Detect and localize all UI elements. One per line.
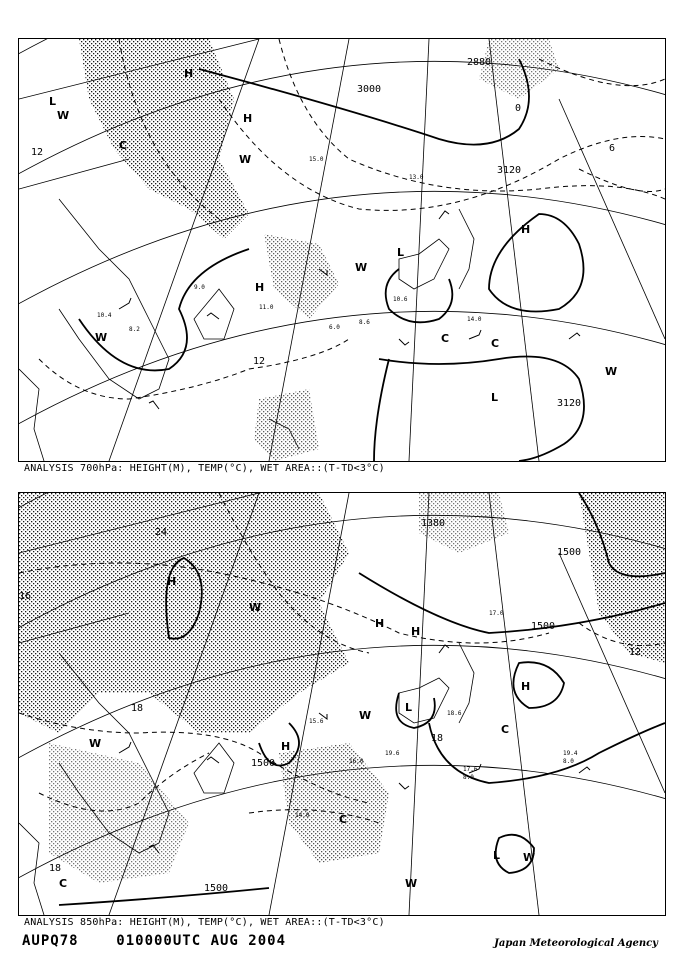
station-value: 9.0 — [194, 284, 205, 291]
contour-label: 1500 — [251, 758, 276, 769]
station-value: 10.6 — [393, 296, 408, 303]
station-value: 8.2 — [129, 326, 140, 333]
chart-850hpa — [19, 493, 665, 915]
contour-label: 1500 — [531, 621, 556, 632]
station-value: 14.0 — [295, 812, 310, 819]
station-value: 17.6 — [463, 766, 478, 773]
warm-center-marker: W — [249, 601, 262, 614]
wind-barbs-700 — [119, 211, 580, 409]
high-center-marker: H — [167, 575, 177, 588]
contour-label: 1500 — [204, 883, 229, 894]
isotherm-label: 12 — [253, 356, 266, 367]
station-value: 18.6 — [447, 710, 462, 717]
low-center-marker: L — [491, 391, 499, 404]
contour-label: 3000 — [357, 84, 382, 95]
station-value: 15.6 — [309, 718, 324, 725]
contour-label: 3120 — [557, 398, 582, 409]
warm-center-marker: W — [523, 851, 536, 864]
map-panel-850hpa — [18, 492, 666, 916]
warm-center-marker: W — [605, 365, 618, 378]
high-center-marker: H — [375, 617, 385, 630]
isotherm-label: 12 — [31, 147, 44, 158]
cold-center-marker: C — [119, 139, 128, 152]
cold-center-marker: C — [501, 723, 510, 736]
low-center-marker: L — [397, 246, 405, 259]
station-value: 14.0 — [467, 316, 482, 323]
low-center-marker: L — [49, 95, 57, 108]
station-value: 13.0 — [409, 174, 424, 181]
cold-center-marker: C — [339, 813, 348, 826]
high-center-marker: H — [281, 740, 291, 753]
station-value: 19.4 — [563, 750, 578, 757]
station-value: 6.0 — [329, 324, 340, 331]
panel-caption-700: ANALYSIS 700hPa: HEIGHT(M), TEMP(°C), WET AREA::(T-TD<3°C) — [24, 463, 385, 474]
isotherm-label: 12 — [629, 647, 642, 658]
panel-caption-850: ANALYSIS 850hPa: HEIGHT(M), TEMP(°C), WET AREA::(T-TD<3°C) — [24, 917, 385, 928]
agency-credit: Japan Meteorological Agency — [494, 938, 658, 949]
contour-label: 2880 — [467, 57, 492, 68]
warm-center-marker: W — [57, 109, 70, 122]
isotherm-label: 16 — [19, 591, 32, 602]
station-value: 15.0 — [309, 156, 324, 163]
warm-center-marker: W — [89, 737, 102, 750]
cold-center-marker: C — [59, 877, 68, 890]
isotherm-label: 18 — [131, 703, 144, 714]
low-center-marker: L — [405, 701, 413, 714]
map-panel-700hpa — [18, 38, 666, 462]
high-center-marker: H — [521, 223, 531, 236]
station-value: 10.4 — [97, 312, 112, 319]
station-value: 11.0 — [259, 304, 274, 311]
isotherm-label: 6 — [609, 143, 616, 154]
station-value: 8.0 — [463, 774, 474, 781]
warm-center-marker: W — [355, 261, 368, 274]
bulletin-header: AUPQ78 010000UTC AUG 2004 — [22, 933, 287, 949]
contour-label: 1380 — [421, 518, 446, 529]
high-center-marker: H — [521, 680, 531, 693]
station-value: 17.0 — [489, 610, 504, 617]
station-value: 8.6 — [359, 319, 370, 326]
high-center-marker: H — [184, 67, 194, 80]
warm-center-marker: W — [239, 153, 252, 166]
station-value: 16.0 — [349, 758, 364, 765]
station-value: 19.6 — [385, 750, 400, 757]
chart-700hpa — [19, 39, 665, 461]
warm-center-marker: W — [405, 877, 418, 890]
contour-label: 1500 — [557, 547, 582, 558]
isotherm-label: 18 — [431, 733, 444, 744]
contour-label: 3120 — [497, 165, 522, 176]
isotherm-label: 24 — [155, 527, 168, 538]
cold-center-marker: C — [491, 337, 500, 350]
station-value: 8.0 — [563, 758, 574, 765]
cold-center-marker: C — [441, 332, 450, 345]
high-center-marker: H — [411, 625, 421, 638]
isotherm-label: 0 — [515, 103, 522, 114]
high-center-marker: H — [243, 112, 253, 125]
high-center-marker: H — [255, 281, 265, 294]
warm-center-marker: W — [95, 331, 108, 344]
isotherm-label: 18 — [49, 863, 62, 874]
warm-center-marker: W — [359, 709, 372, 722]
low-center-marker: L — [493, 849, 501, 862]
